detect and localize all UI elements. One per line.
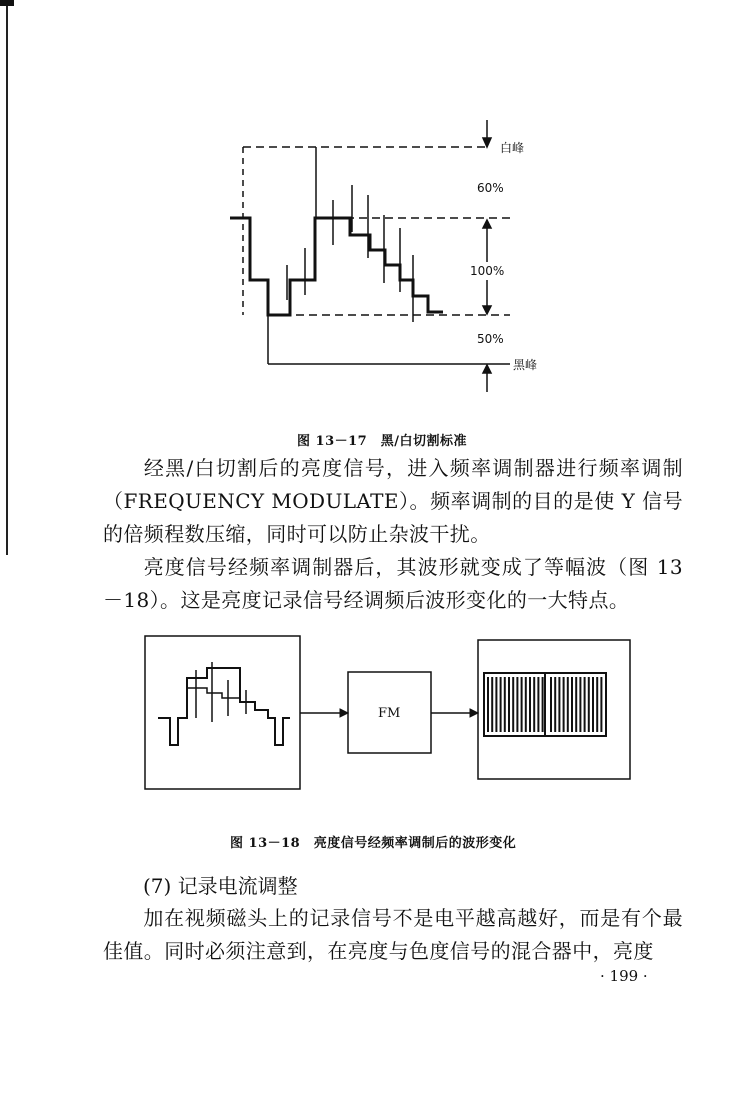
input-waveform-box	[145, 636, 300, 789]
figure-13-17-diagram	[230, 120, 510, 392]
label-60-percent: 60%	[477, 181, 504, 195]
arrowhead-100-up	[483, 220, 491, 228]
arrowhead-black-peak	[483, 365, 491, 373]
input-waveform-steps	[187, 688, 240, 698]
paragraph-1-text: 经黑/白切割后的亮度信号，进入频率调制器进行频率调制（FREQUENCY MODULATE）。频率调制的目的是使 Y 信号的倍频程数压缩，同时可以防止杂波干扰。	[103, 456, 683, 546]
section-heading: (7) 记录电流调整	[143, 874, 298, 898]
figure-13-17-caption: 图 13－17 黑/白切割标准	[297, 434, 467, 449]
fm-label: FM	[378, 706, 401, 721]
arrowhead-100-down	[483, 306, 491, 314]
white-peak-label: 白峰	[500, 141, 525, 155]
input-waveform	[158, 668, 290, 745]
figure-13-18-caption: 图 13－18 亮度信号经频率调制后的波形变化	[230, 836, 517, 851]
paragraph-2-text: 亮度信号经频率调制器后，其波形就变成了等幅波（图 13－18）。这是亮度记录信号经调频后波形变化的一大特点。	[103, 555, 683, 612]
label-100-percent: 100%	[470, 264, 505, 278]
paragraph-2	[103, 551, 683, 617]
arrowhead-to-fm	[340, 709, 348, 717]
arrowhead-white-peak	[483, 138, 491, 147]
paragraph-1	[103, 452, 683, 551]
paragraph-3	[103, 902, 683, 968]
black-peak-label: 黑峰	[513, 358, 538, 372]
page-number: · 199 ·	[600, 967, 648, 985]
paragraph-3-text: 加在视频磁头上的记录信号不是电平越高越好，而是有个最佳值。同时必须注意到，在亮度与色度信号的混合器中，亮度	[103, 906, 683, 963]
luminance-waveform	[230, 218, 443, 315]
label-50-percent: 50%	[477, 332, 504, 346]
arrowhead-to-output	[470, 709, 478, 717]
